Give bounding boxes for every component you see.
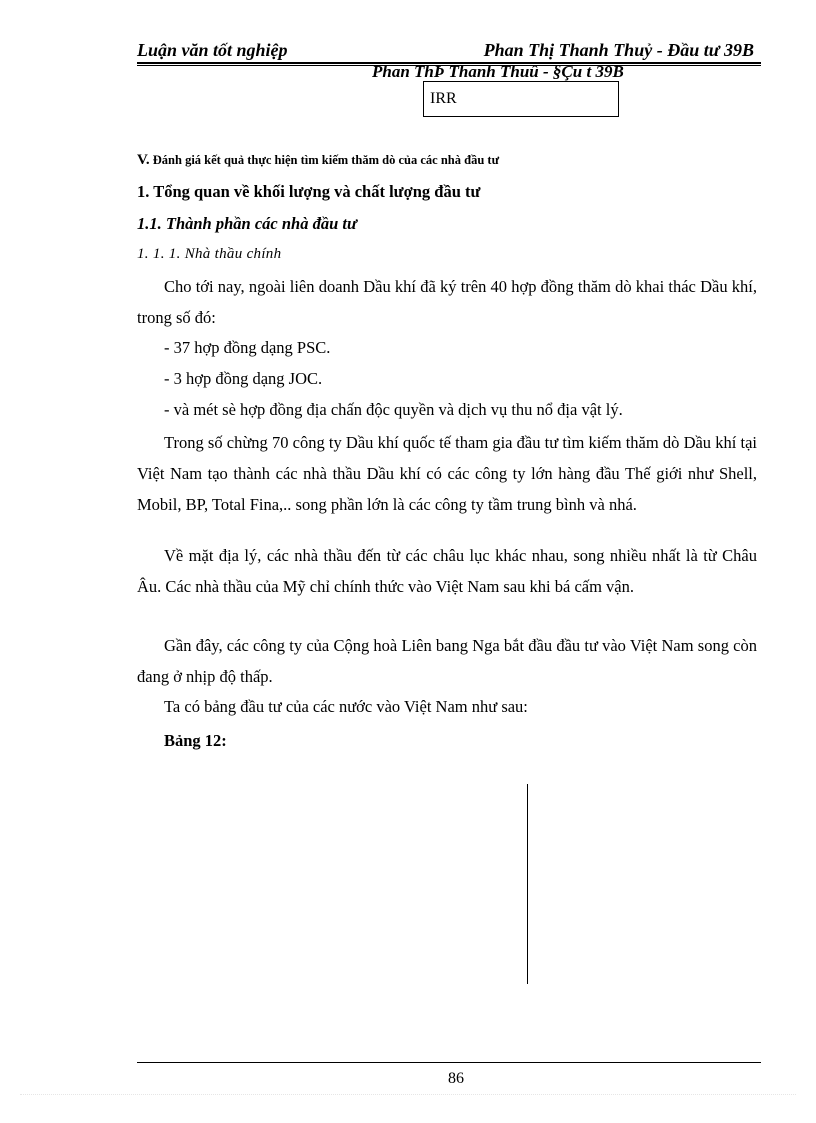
section-1-number: 1.	[137, 182, 150, 201]
page-bottom-edge	[20, 1094, 796, 1095]
list-item-joc: - 3 hợp đồng dạng JOC.	[164, 369, 323, 388]
section-1-1-heading	[137, 214, 357, 234]
paragraph-geography: Về mặt địa lý, các nhà thầu đến từ các châu lục khác nhau, song nhiều nhất là từ Châu Âu. Các nhà thầu của Mỹ chỉ chính thức vào Việt Nam sau khi bá cấm vận.	[137, 546, 757, 596]
list-item-psc: - 37 hợp đồng dạng PSC.	[164, 338, 331, 357]
header-right: Phan Thị Thanh Thuỷ - Đầu tư 39B	[483, 40, 754, 60]
table-divider-line	[527, 784, 528, 984]
section-1-1-1-heading: 1. 1. 1. Nhà thầu chính	[137, 246, 282, 262]
section-v-title: Đánh giá kết quả thực hiện tìm kiếm thăm dò của các nhà đầu tư	[152, 153, 500, 167]
section-v-heading	[137, 152, 499, 169]
list-item-seismic: - và mét sè hợp đồng địa chấn độc quyền và dịch vụ thu nổ địa vật lý.	[164, 400, 623, 419]
section-v-number: V.	[137, 152, 150, 168]
paragraph-companies: Trong số chừng 70 công ty Dầu khí quốc tế tham gia đầu tư tìm kiếm thăm dò Dầu khí tại Việt Nam tạo thành các nhà thầu Dầu khí có các công ty lớn hàng đầu Thế giới như Shell, Mobil, BP, Total Fina,.. song phần lớn là các công ty tầm trung bình và nhá.	[137, 433, 757, 514]
section-1-1-number: 1.1.	[137, 214, 162, 233]
section-1-title: Tổng quan về khối lượng và chất lượng đầu tư	[153, 182, 481, 201]
section-1-heading	[137, 182, 480, 202]
page-number: 86	[448, 1070, 464, 1087]
paragraph-table-intro: Ta có bảng đầu tư của các nước vào Việt Nam như sau:	[164, 697, 528, 716]
header-sub: Phan ThÞ Thanh Thuû - §Çu t 39B	[372, 62, 624, 81]
header-left: Luận văn tốt nghiệp	[137, 40, 288, 60]
irr-box: IRR	[423, 81, 619, 117]
paragraph-contracts: Cho tới nay, ngoài liên doanh Dầu khí đã ký trên 40 hợp đồng thăm dò khai thác Dầu khí, trong số đó:	[137, 277, 757, 327]
section-1-1-title: Thành phần các nhà đầu tư	[165, 214, 357, 233]
table-caption: Bảng 12:	[164, 731, 227, 750]
paragraph-russia: Gần đây, các công ty của Cộng hoà Liên bang Nga bắt đầu đầu tư vào Việt Nam song còn đang ở nhịp độ thấp.	[137, 636, 757, 686]
footer-rule	[137, 1062, 761, 1063]
